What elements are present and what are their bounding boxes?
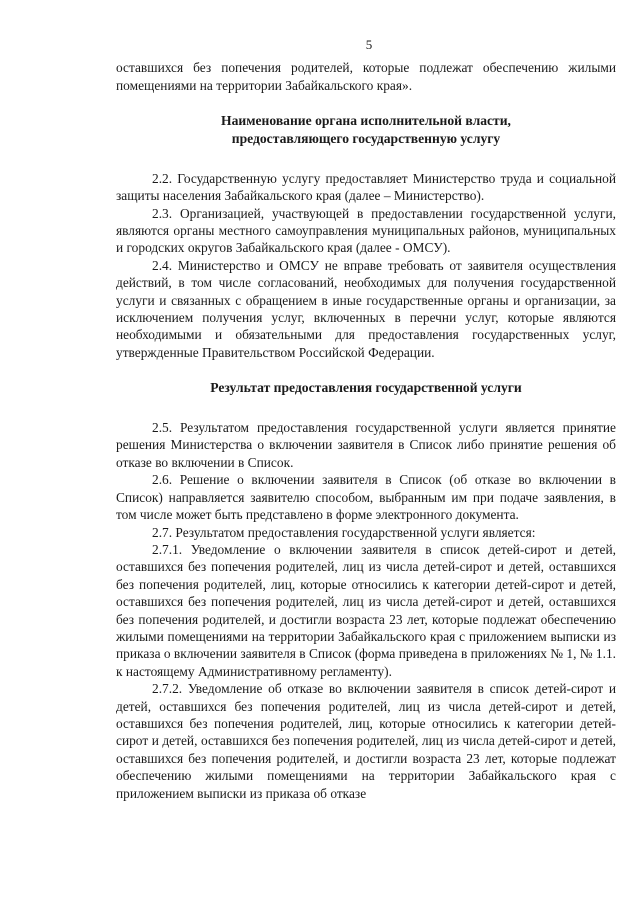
heading-executive-authority-line-2: предоставляющего государственную услугу bbox=[231, 131, 501, 147]
paragraph-2-3: 2.3. Организацией, участвующей в предоставлении государственной услуги, являются органы местного самоуправления муниципальных районов, муниципальных и городских округов Забайкальского края (далее - ОМСУ). bbox=[116, 205, 616, 256]
paragraph-2-2: 2.2. Государственную услугу предоставляет Министерство труда и социальной защиты населения Забайкальского края (далее – Министерство). bbox=[116, 170, 616, 204]
paragraph-2-7: 2.7. Результатом предоставления государственной услуги является: bbox=[152, 524, 536, 540]
intro-paragraph: оставшихся без попечения родителей, которые подлежат обеспечению жилыми помещениями на территории Забайкальского края». bbox=[116, 60, 616, 93]
heading-service-result-block bbox=[116, 379, 616, 397]
paragraph-2-7-1: 2.7.1. Уведомление о включении заявителя в список детей-сирот и детей, оставшихся без попечения родителей, лиц из числа детей-сирот и детей, оставшихся без попечения родителей, лиц, которые относились к категории детей-сирот и детей, оставшихся без попечения родителей, лиц из числа детей-сирот и детей, оставшихся без попечения родителей, и достигли возраста 23 лет, которые подлежат обеспечению жилыми помещениями на территории Забайкальского края с приложением выписки из приказа о включении заявителя в Список (форма приведена в приложениях № 1, № 1.1. к настоящему Административному регламенту). bbox=[116, 541, 616, 679]
heading-executive-authority-line-1: Наименование органа исполнительной власти, bbox=[221, 113, 511, 129]
paragraph-2-7-2: 2.7.2. Уведомление об отказе во включении заявителя в список детей-сирот и детей, оставшихся без попечения родителей, лиц из числа детей-сирот и детей, оставшихся без попечения родителей, лиц, которые относились к категории детей-сирот и детей, оставшихся без попечения родителей, лиц из числа детей-сирот и детей, оставшихся без попечения родителей, и достигли возраста 23 лет, которые подлежат обеспечению жилыми помещениями на территории Забайкальского края с приложением выписки из приказа об отказе bbox=[116, 681, 616, 801]
page-number: 5 bbox=[365, 37, 373, 52]
paragraph-2-5: 2.5. Результатом предоставления государственной услуги является принятие решения Министерства о включении заявителя в Список либо принятие решения об отказе во включении в Список. bbox=[116, 420, 616, 470]
paragraph-2-6: 2.6. Решение о включении заявителя в Список (об отказе во включении в Список) направляется заявителю способом, выбранным им при подаче заявления, в том числе может быть представлено в форме электронного документа. bbox=[116, 472, 616, 523]
paragraph-2-4: 2.4. Министерство и ОМСУ не вправе требовать от заявителя осуществления действий, в том числе согласований, необходимых для получения государственной услуги и связанных с обращением в иные государственные органы и организации, за исключением получения услуг, включенных в перечни услуг, которые являются необходимыми и обязательными для предоставления государственных услуг, утвержденные Правительством Российской Федерации. bbox=[116, 257, 616, 360]
heading-service-result: Результат предоставления государственной услуги bbox=[210, 380, 522, 396]
heading-executive-authority bbox=[116, 112, 616, 148]
